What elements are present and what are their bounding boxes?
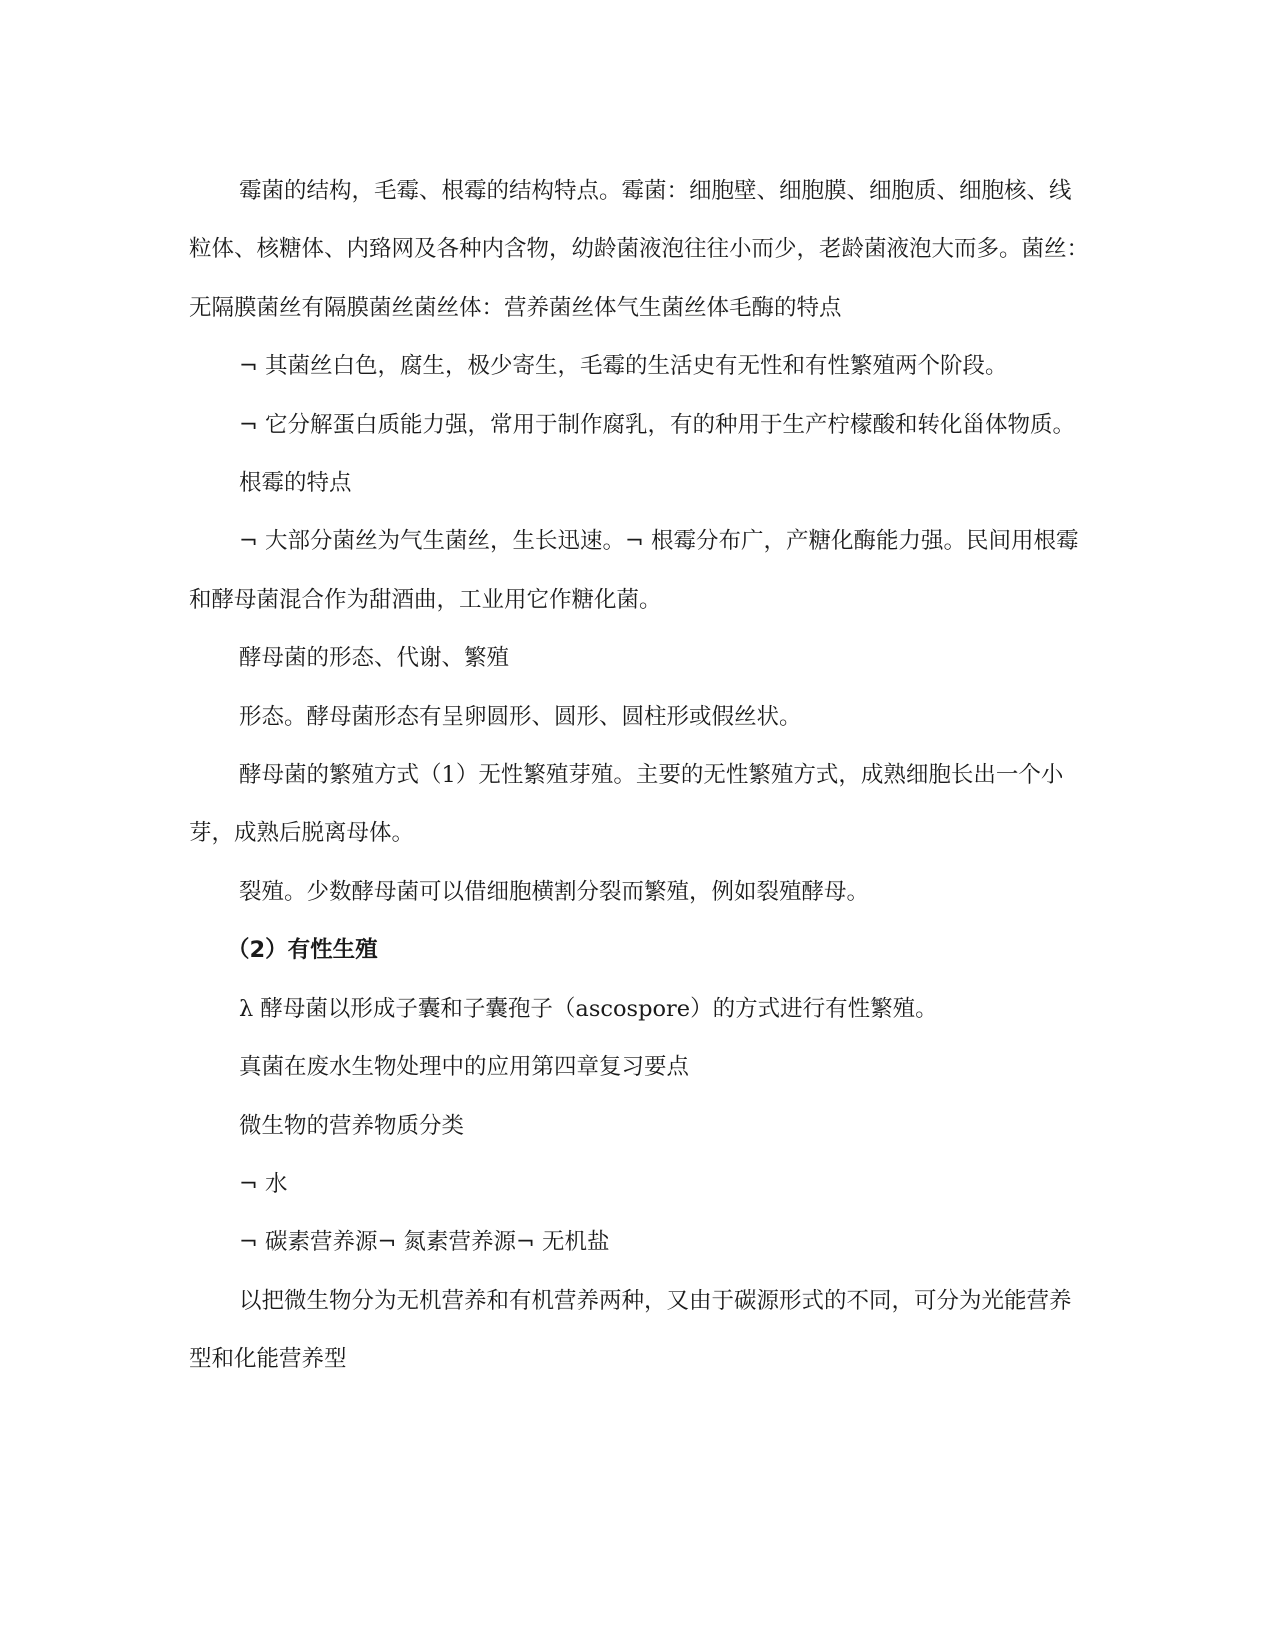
heading-sexual-reproduction: （2）有性生殖 — [227, 937, 378, 964]
document-body — [189, 162, 1089, 1389]
paragraph-mold-structure: 霉菌的结构，毛霉、根霉的结构特点。霉菌：细胞壁、细胞膜、细胞质、细胞核、线粒体、核糖体、内臵网及各种内含物，幼龄菌液泡往往小而少，老龄菌液泡大而多。菌丝：无隔膜菌丝有隔膜菌丝菌丝体：营养菌丝体气生菌丝体毛酶的特点 — [189, 178, 1090, 321]
paragraph-yeast-morphology: 形态。酵母菌形态有呈卵圆形、圆形、圆柱形或假丝状。 — [239, 703, 802, 730]
paragraph-nutrient-sources: ¬ 碳素营养源¬ 氮素营养源¬ 无机盐 — [239, 1229, 610, 1256]
paragraph-chapter-four: 真菌在废水生物处理中的应用第四章复习要点 — [239, 1054, 690, 1081]
paragraph-yeast-reproduction: 酵母菌的繁殖方式（1）无性繁殖芽殖。主要的无性繁殖方式，成熟细胞长出一个小芽，成熟后脱离母体。 — [189, 762, 1064, 847]
paragraph-ascospore: λ 酵母菌以形成子囊和子囊孢子（ascospore）的方式进行有性繁殖。 — [239, 995, 938, 1022]
paragraph-fission: 裂殖。少数酵母菌可以借细胞横割分裂而繁殖，例如裂殖酵母。 — [239, 878, 870, 905]
paragraph-yeast-title: 酵母菌的形态、代谢、繁殖 — [239, 645, 510, 672]
paragraph-nutrition-types: 以把微生物分为无机营养和有机营养两种，又由于碳源形式的不同，可分为光能营养型和化能营养型 — [189, 1287, 1072, 1373]
paragraph-nutrient-classes: 微生物的营养物质分类 — [239, 1112, 465, 1139]
paragraph-mucor-hyphae: ¬ 其菌丝白色，腐生，极少寄生，毛霉的生活史有无性和有性繁殖两个阶段。 — [239, 353, 1008, 380]
paragraph-rhizopus-title: 根霉的特点 — [239, 470, 352, 497]
paragraph-mucor-protein: ¬ 它分解蛋白质能力强，常用于制作腐乳，有的种用于生产柠檬酸和转化甾体物质。 — [239, 411, 1076, 438]
paragraph-rhizopus-features: ¬ 大部分菌丝为气生菌丝，生长迅速。¬ 根霉分布广，产糖化酶能力强。民间用根霉和酵母菌混合作为甜酒曲，工业用它作糖化菌。 — [189, 528, 1079, 613]
paragraph-water: ¬ 水 — [239, 1170, 288, 1197]
